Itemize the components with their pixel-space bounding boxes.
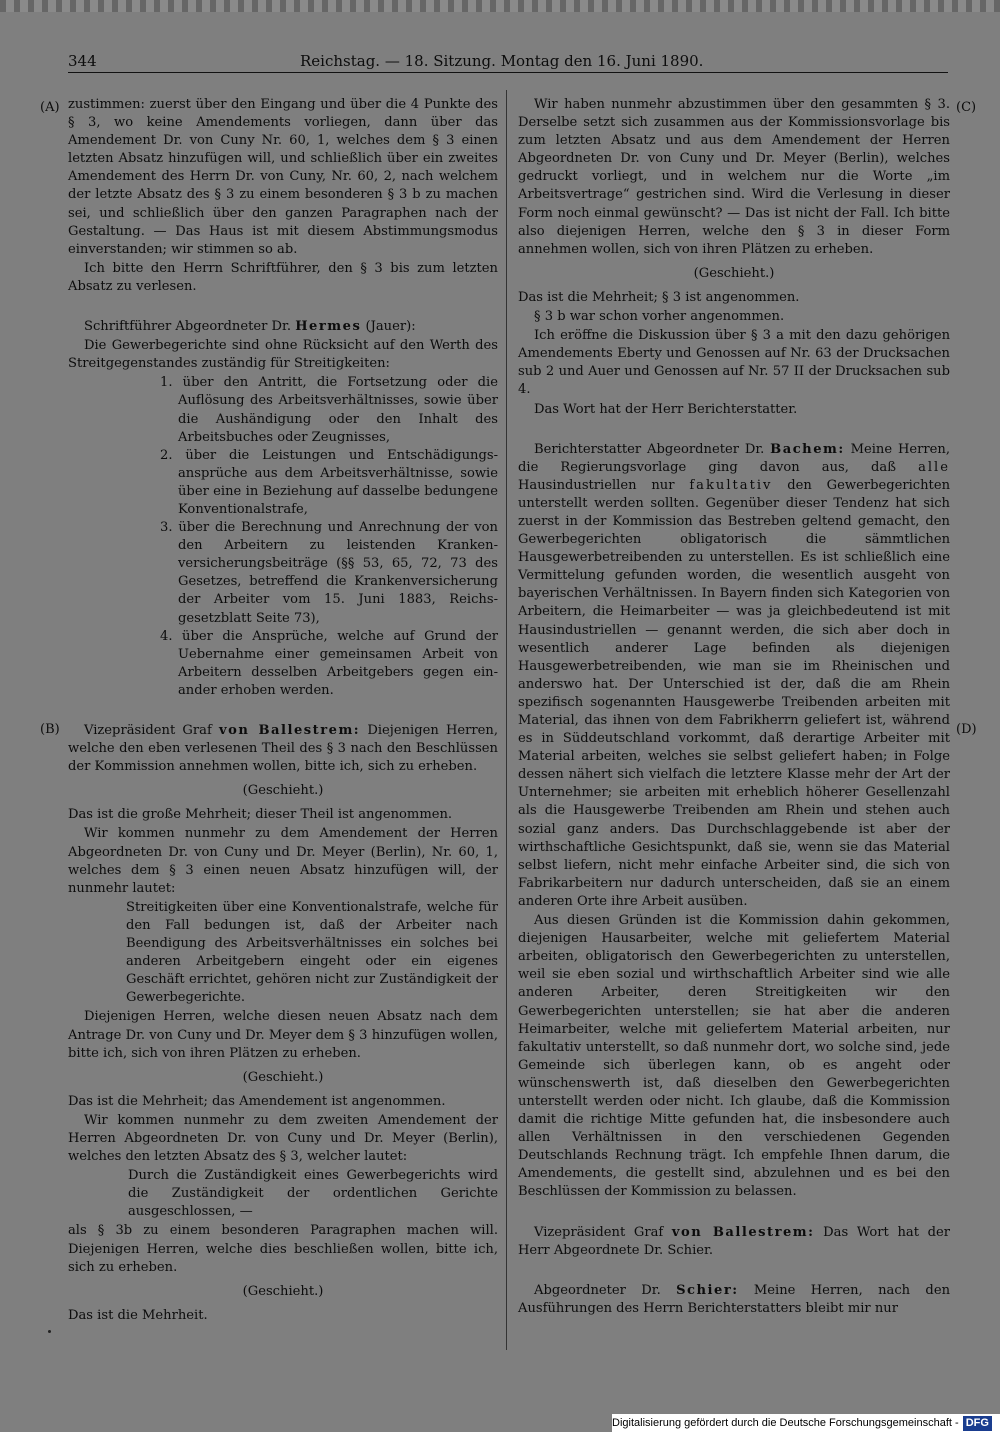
- margin-marker-b: (B): [40, 722, 60, 737]
- paragraph: Die Gewerbegerichte sind ohne Rücksicht auf den Werth des Streitgegenstandes zuständig für Streitigkeiten:: [68, 338, 498, 372]
- speaker-line: [518, 1282, 950, 1318]
- speaker-suffix: (Jauer):: [361, 319, 416, 335]
- speech-text: Hausindustriellen nur: [518, 477, 690, 493]
- emphasis-text: fakultativ: [689, 477, 773, 493]
- paragraph: Wir haben nunmehr abzustimmen über den gesammten § 3. Derselbe setzt sich zusammen aus der Kommissionsvorlage bis zum letzten Absatz und aus dem Amendement der Herren Abgeordneten Dr. von Cuny und Dr. Meyer (Berlin), welches gedruckt vorliegt, und in welchem nur die Worte „im Arbeitsvertrage“ gestrichen sind. Wird die Verlesung in dieser Form noch einmal gewünscht? — Das ist nicht der Fall. Ich bitte also diejenigen Herren, welche den § 3 in dieser Form annehmen wollen, sich von ihren Plätzen zu erheben.: [518, 97, 950, 257]
- digitization-footer: [612, 1414, 1000, 1432]
- page-number: 344: [68, 52, 97, 70]
- scan-top-edge: [0, 0, 1000, 12]
- paragraph: Das Wort hat der Herr Berichterstatter.: [534, 401, 798, 417]
- header-rule: [68, 72, 948, 73]
- speaker-line: [518, 1224, 950, 1260]
- list-item: 1. über den Antritt, die Fortsetzung oder die Auflösung des Arbeitsverhältnisses, sowie über die Aushändigung oder den Inhalt des Arbeitsbuches oder Zeugnisses,: [160, 375, 498, 445]
- speaker-role: Abgeordneter Dr.: [534, 1282, 677, 1298]
- speaker-name: von Ballestrem:: [671, 1224, 815, 1240]
- paragraph: Das ist die Mehrheit.: [68, 1307, 208, 1323]
- scan-speck: [48, 1330, 51, 1333]
- stage-direction: (Geschieht.): [693, 265, 775, 281]
- quoted-text: Streitigkeiten über eine Konventionalstrafe, welche für den Fall bedungen ist, daß der Arbeiter nach Beendigung des Arbeitsverhältnisses ein solches bei anderen Arbeitgebern eingeht oder ein eigenes Geschäft errichtet, gehören nicht zur Zuständigkeit der Gewerbegerichte.: [126, 899, 498, 1006]
- paragraph: Das ist die große Mehrheit; dieser Theil ist angenommen.: [68, 807, 453, 823]
- list-item: 4. über die Ansprüche, welche auf Grund der Uebernahme einer gemeinsamen Arbeit von Arbeitern desselben Arbeitgebers gegen ein-ander erhoben werden.: [160, 628, 498, 698]
- speech-text: Meine Herren, die Regierungsvorlage ging davon aus, daß: [518, 441, 950, 475]
- page-header: [68, 52, 948, 76]
- stage-direction: (Geschieht.): [242, 1069, 324, 1085]
- speaker-name: Hermes: [295, 319, 362, 335]
- paragraph: Das ist die Mehrheit; § 3 ist angenommen.: [518, 289, 800, 305]
- paragraph: § 3 b war schon vorher angenommen.: [534, 309, 785, 325]
- speaker-line: [68, 318, 498, 336]
- speech-text: Das Wort hat der Herr Abgeordnete Dr. Schier.: [518, 1224, 950, 1258]
- speaker-line: [518, 441, 950, 911]
- margin-marker-c: (C): [956, 100, 977, 115]
- speech-text: Diejenigen Herren, welche den eben verlesenen Theil des § 3 nach den Beschlüssen der Kommission annehmen wollen, bitte ich, sich zu erheben.: [68, 723, 498, 775]
- paragraph: zustimmen: zuerst über den Eingang und über die 4 Punkte des § 3, wo keine Amendements vorliegen, dann über das Amendement Dr. von Cuny Nr. 60, 1, welches dem § 3 einen letzten Absatz hinzufügen will, und schließlich über ein zweites Amendement des Herrn Dr. von Cuny, Nr. 60, 2, nach welchem der letzte Absatz des § 3 zu einem besonderen § 3 b zu machen sei, und schließlich über den ganzen Paragraphen nach der Gestaltung. — Das Haus ist mit diesem Abstimmungsmodus einverstanden; wir stimmen so ab.: [68, 97, 498, 257]
- running-title: Reichstag. — 18. Sitzung. Montag den 16. Juni 1890.: [300, 52, 704, 70]
- speaker-name: von Ballestrem:: [219, 723, 361, 738]
- enumerated-list: [160, 374, 498, 700]
- paragraph: Wir kommen nunmehr zu dem zweiten Amendement der Herren Abgeordneten Dr. von Cuny und Dr. Meyer (Berlin), welches den letzten Absatz des § 3, welcher lautet:: [68, 1112, 498, 1165]
- margin-marker-d: (D): [956, 722, 977, 737]
- list-item: 2. über die Leistungen und Entschädigungs-ansprüche aus dem Arbeitsverhältnisse, sowie über eine in Beziehung auf dasselbe bedungene Konventionalstrafe,: [160, 447, 498, 517]
- dfg-logo: DFG: [963, 1416, 992, 1431]
- speaker-role: Berichterstatter Abgeordneter Dr.: [534, 441, 771, 457]
- paragraph: Wir kommen nunmehr zu dem Amendement der Herren Abgeordneten Dr. von Cuny und Dr. Meyer (Berlin), Nr. 60, 1, welches dem § 3 einen neuen Absatz hinzufügen will, der nunmehr lautet:: [68, 826, 498, 896]
- left-column: [68, 96, 498, 1326]
- margin-marker-a: (A): [40, 100, 60, 115]
- speaker-role: Schriftführer Abgeordneter Dr.: [84, 319, 296, 335]
- paragraph: Ich eröffne die Diskussion über § 3 a mit den dazu gehörigen Amendements Eberty und Genossen auf Nr. 63 der Drucksachen sub 2 und Auer und Genossen auf Nr. 57 II der Drucksachen sub 4.: [518, 328, 950, 398]
- speech-text: Meine Herren, nach den Ausführungen des Herrn Berichterstatters bleibt mir nur: [518, 1282, 950, 1316]
- list-item: 3. über die Berechnung und Anrechnung der von den Arbeitern zu leistenden Kranken-versicherungsbeiträge (§§ 53, 65, 72, 73 des Gesetzes, betreffend die Krankenversicherung der Arbeiter vom 15. Juni 1883, Reichs-gesetzblatt Seite 73),: [160, 520, 498, 626]
- paragraph: Das ist die Mehrheit; das Amendement ist angenommen.: [68, 1093, 446, 1109]
- speaker-name: Bachem:: [770, 441, 845, 457]
- right-column: [518, 96, 950, 1319]
- paragraph: Aus diesen Gründen ist die Kommission dahin gekommen, diejenigen Hausarbeiter, welche mit geliefertem Material arbeiten, obligatorisch den Gewerbegerichten zu unterstellen, weil sie eben sozial und wirthschaftlich Arbeiter sind wie alle anderen Arbeiter, deren Streitigkeiten wir den Gewerbegerichten unterstellen; sie hat aber die anderen Heimarbeiter, welche mit geliefertem Material arbeiten, nur fakultativ unterstellt, so daß nunmehr dort, wo solche sind, jede Gemeinde sich überlegen kann, ob es angeht oder wünschenswerth ist, daß dieselben den Gewerbegerichten unterstellt werden oder nicht. Ich glaube, daß die Kommission damit die richtige Mitte gefunden hat, die insbesondere auch allen Verhältnissen in den verschiedenen Gegenden Deutschlands Rechnung trägt. Ich empfehle Ihnen darum, die Amendements, die gestellt sind, abzulehnen und es bei den Beschlüssen der Kommission zu belassen.: [518, 913, 950, 1200]
- quoted-text: Durch die Zuständigkeit eines Gewerbegerichts wird die Zuständigkeit der ordentlichen Gerichte ausgeschlossen, —: [128, 1168, 498, 1220]
- speaker-role: Vizepräsident Graf: [534, 1224, 672, 1240]
- speaker-line: [68, 722, 498, 776]
- paragraph: Diejenigen Herren, welche diesen neuen Absatz nach dem Antrage Dr. von Cuny und Dr. Meyer dem § 3 hinzufügen wollen, bitte ich, sich von ihren Plätzen zu erheben.: [68, 1009, 498, 1061]
- paragraph: Ich bitte den Herrn Schriftführer, den § 3 bis zum letzten Absatz zu verlesen.: [68, 260, 498, 294]
- speaker-role: Vizepräsident Graf: [84, 723, 220, 738]
- speech-text: den Gewerbegerichten unterstellt werden sollten. Gegenüber dieser Tendenz hat sich zuerst in der Kommission das Bestreben geltend gemacht, den Gewerbegerichten obligatorisch die sämmtlichen Hausgewerbetreibenden zu unterstellen. Es ist schließlich eine Vermittelung gefunden worden, die wesentlich ausgeht von bayerischen Verhältnissen. In Bayern finden sich Kategorien von Arbeitern, die Heimarbeiter — was ja gleichbedeutend ist mit Hausindustriellen — genannt werden, die sich aber doch in wesentlich anderer Lage befinden als diejenigen Hausgewerbetreibenden, wie man sie im Rheinischen und anderswo hat. Der Unterschied ist der, daß die am Rhein spezifisch sogenannten Hausgewerbe Treibenden arbeiten mit Material, das ihnen von dem Fabrikherrn geliefert ist, während es in Süddeutschland vorkommt, daß derartige Arbeiter mit Material arbeiten, welches sie selbst geliefert haben; in Folge dessen nähert sich vielfach die letztere Klasse mehr der Art der Unternehmer; sie arbeiten mit erheblich höherer Gesellenzahl als die Hausgewerbe Treibenden am Rhein und stehen auch sozial ganz anders. Das Durchschlaggebende ist aber der wirthschaftliche Gesichtspunkt, daß sie, wenn sie das Material selbst liefern, nicht mehr einfache Arbeiter sind, die sich von Fabrikarbeitern nur dadurch unterscheiden, daß sie an einem anderen Orte ihre Arbeit ausüben.: [518, 477, 951, 909]
- paragraph: als § 3b zu einem besonderen Paragraphen machen will. Diejenigen Herren, welche dies beschließen wollen, bitte ich, sich zu erheben.: [68, 1223, 498, 1275]
- column-divider: [506, 90, 507, 1350]
- stage-direction: (Geschieht.): [242, 1283, 324, 1299]
- stage-direction: (Geschieht.): [242, 783, 324, 799]
- footer-text: Digitalisierung gefördert durch die Deutsche Forschungsgemeinschaft -: [612, 1417, 959, 1429]
- emphasis-text: alle: [918, 459, 950, 475]
- speaker-name: Schier:: [676, 1282, 739, 1298]
